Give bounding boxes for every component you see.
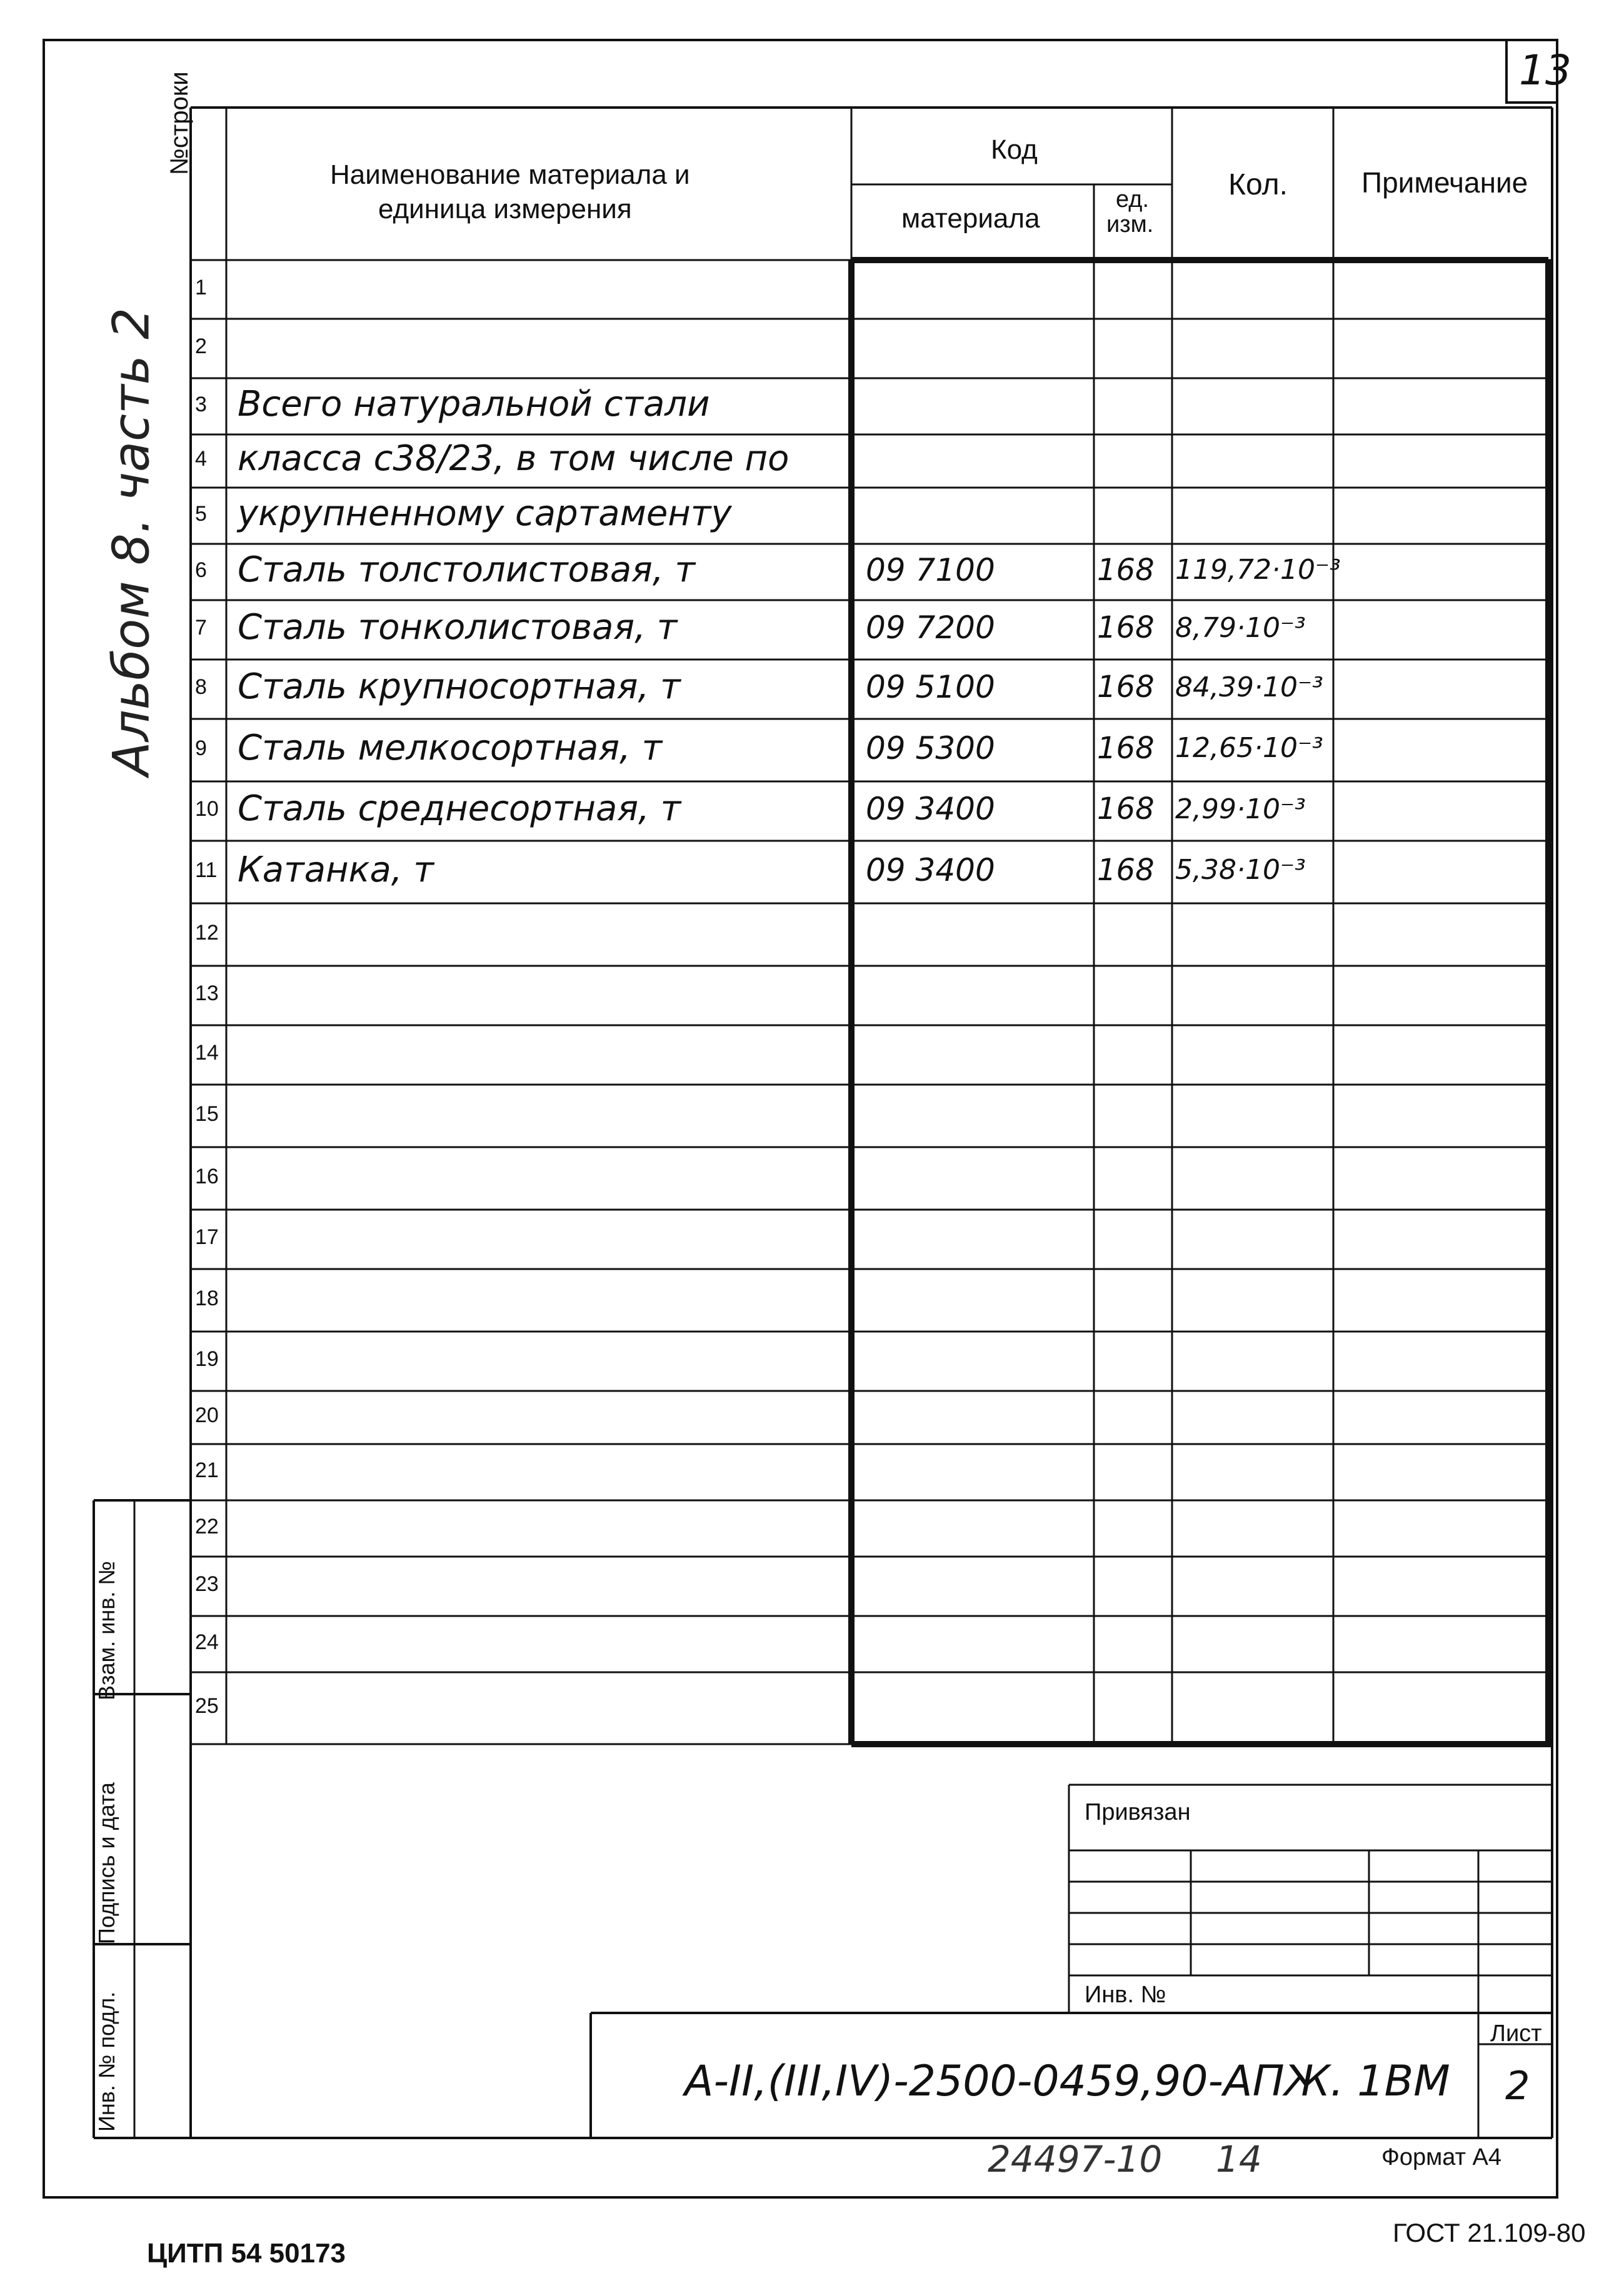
row-number: 5 — [195, 501, 207, 526]
header-qty: Кол. — [1228, 168, 1288, 201]
row-number: 19 — [195, 1347, 219, 1372]
row-quantity: 12,65·10⁻³ — [1175, 732, 1323, 765]
row-number: 23 — [195, 1572, 219, 1597]
row-unit-code: 168 — [1097, 552, 1155, 588]
header-name-line2: единица измерения — [378, 194, 632, 224]
stamp-designation: А-II,(III,IV)-2500-0459,90-АПЖ. 1ВМ — [684, 2057, 1450, 2106]
row-material-name: Сталь толстолистовая, т — [238, 549, 696, 590]
header-kod: Код — [991, 134, 1038, 165]
row-quantity: 2,99·10⁻³ — [1175, 793, 1306, 825]
row-number: 21 — [195, 1458, 219, 1482]
row-unit-code: 168 — [1097, 670, 1155, 705]
header-note: Примечание — [1361, 166, 1528, 199]
row-number: 25 — [195, 1694, 219, 1719]
row-quantity: 84,39·10⁻³ — [1175, 671, 1323, 703]
label-podpis: Подпись и дата — [94, 1782, 119, 1944]
row-material-name: Сталь мелкосортная, т — [238, 727, 663, 768]
stamp-inv-no: Инв. № — [1085, 1982, 1166, 2008]
row-material-name: укрупненному сартаменту — [238, 493, 732, 534]
row-number: 12 — [195, 920, 219, 945]
side-note: Альбом 8. часть 2 — [102, 307, 161, 776]
row-number: 16 — [195, 1164, 219, 1188]
stamp-privyazan: Привязан — [1085, 1799, 1191, 1825]
header-unit-line1: ед. — [1116, 186, 1150, 213]
label-vzam: Взам. инв. № — [94, 1560, 119, 1700]
row-number: 24 — [195, 1630, 219, 1654]
row-material-code: 09 5100 — [866, 669, 995, 705]
header-name-line1: Наименование материала и — [330, 159, 690, 190]
header-unit-line2: изм. — [1106, 211, 1154, 238]
row-material-code: 09 7200 — [866, 610, 995, 646]
row-unit-code: 168 — [1097, 852, 1155, 888]
row-number: 6 — [195, 558, 207, 582]
label-inv-podl: Инв. № подл. — [94, 1991, 119, 2132]
header-row-no: №строки — [166, 71, 193, 175]
row-number: 13 — [195, 981, 219, 1006]
row-number: 2 — [195, 334, 207, 359]
header-material: материала — [901, 203, 1040, 234]
row-number: 17 — [195, 1225, 219, 1250]
row-number: 7 — [195, 616, 207, 640]
row-number: 18 — [195, 1286, 219, 1310]
row-material-name: Сталь тонколистовая, т — [238, 607, 678, 648]
row-material-code: 09 3400 — [866, 791, 995, 827]
row-number: 20 — [195, 1403, 219, 1428]
row-unit-code: 168 — [1097, 791, 1155, 827]
row-number: 22 — [195, 1514, 219, 1538]
row-quantity: 8,79·10⁻³ — [1175, 611, 1306, 644]
row-material-name: Сталь крупносортная, т — [238, 666, 681, 708]
page-number: 13 — [1519, 46, 1571, 94]
row-number: 10 — [195, 797, 219, 821]
handwritten-number: 24497-10 — [988, 2138, 1163, 2180]
row-number: 4 — [195, 447, 207, 471]
footer-right: ГОСТ 21.109-80 — [1393, 2218, 1586, 2247]
row-unit-code: 168 — [1097, 610, 1155, 646]
row-number: 1 — [195, 275, 207, 299]
row-number: 9 — [195, 736, 207, 760]
row-material-name: Всего натуральной стали — [238, 383, 710, 424]
row-number: 14 — [195, 1041, 219, 1065]
row-number: 11 — [195, 858, 218, 882]
stamp-sheet-value: 2 — [1505, 2063, 1530, 2109]
row-material-code: 09 3400 — [866, 851, 995, 888]
row-quantity: 5,38·10⁻³ — [1175, 854, 1306, 886]
row-number: 8 — [195, 675, 207, 700]
row-material-code: 09 7100 — [866, 551, 995, 588]
row-unit-code: 168 — [1097, 730, 1155, 766]
handwritten-page: 14 — [1216, 2138, 1262, 2180]
row-material-code: 09 5300 — [866, 730, 995, 766]
row-number: 15 — [195, 1101, 219, 1126]
row-quantity: 119,72·10⁻³ — [1175, 554, 1341, 586]
format-label: Формат А4 — [1381, 2144, 1502, 2170]
row-material-name: Сталь среднесортная, т — [238, 788, 681, 830]
row-material-name: Катанка, т — [238, 849, 434, 890]
stamp-sheet-label: Лист — [1490, 2020, 1542, 2047]
row-material-name: класса с38/23, в том числе по — [238, 438, 789, 479]
outer-frame — [43, 39, 1558, 2199]
footer-left: ЦИТП 54 50173 — [147, 2238, 346, 2269]
row-number: 3 — [195, 392, 207, 416]
